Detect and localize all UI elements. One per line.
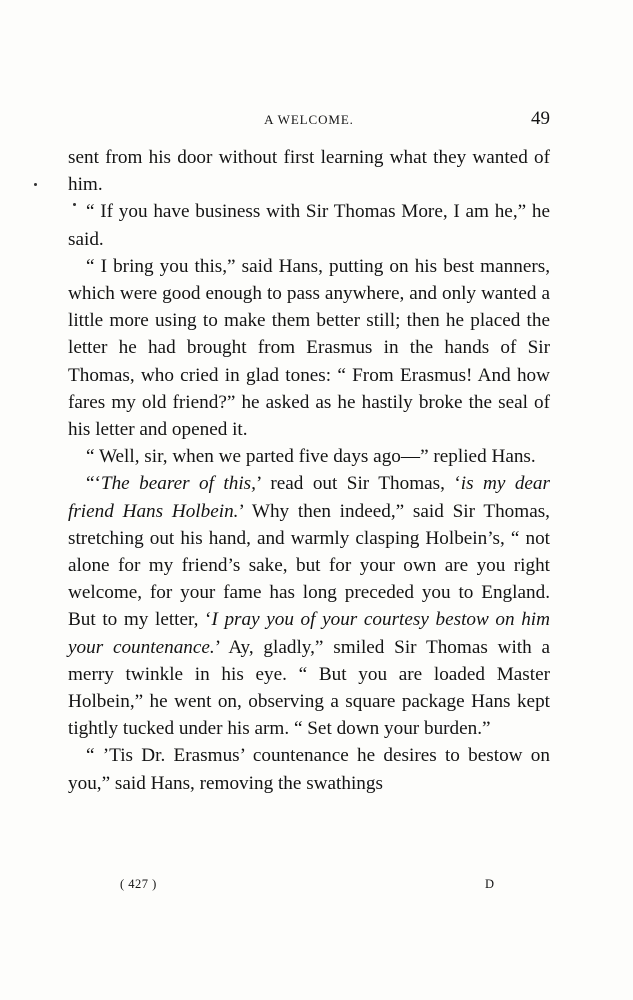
text-run: “ ’Tis Dr. Erasmus’ countenance he desires to bestow on you,” said Hans, removing the swathings [68,745,550,794]
paragraph [68,443,550,470]
paragraph [68,742,550,796]
text-run: ’ read out Sir Thomas, ‘ [255,473,461,495]
italic-quote: The bearer of this, [100,473,256,495]
signature-number: ( 427 ) [120,877,157,891]
text-run: “ Well, sir, when we parted five days ago—” replied Hans. [86,446,536,468]
paragraph [68,253,550,443]
margin-speck [34,183,37,186]
body-text [68,144,550,797]
text-run: sent from his door without first learning what they wanted of him. [68,147,550,196]
paragraph [68,470,550,742]
text-run: ’ Ay, gladly,” smiled Sir Thomas with a merry twinkle in his eye. “ But you are loaded Master Holbein,” he went on, observing a square package Hans kept tightly tucked under his arm. “ Set down your burden.” [68,636,550,740]
page-number: 49 [531,108,550,129]
text-run: ’ Why then indeed,” said Sir Thomas, stretching out his hand, and warmly clasping Holbein’s, “ not alone for my friend’s sake, but for your own are you right welcome, for your fame has long preceded you to England. But to my letter, ‘ [68,500,550,631]
running-title: A WELCOME. [264,112,354,127]
page-footer [68,877,550,897]
text-run: “ I bring you this,” said Hans, putting on his best manners, which were good enough to pass anywhere, and only wanted a little more using to make them better still; then he placed the letter he had brought from Erasmus in the hands of Sir Thomas, who cried in glad tones: “ From Erasmus! And how fares my old friend?” he asked as he hastily broke the seal of his letter and opened it. [68,255,550,441]
signature-letter: D [484,877,494,891]
paragraph [68,198,550,252]
italic-quote: is my dear friend Hans Holbein. [68,473,550,522]
paragraph [68,144,550,198]
text-run: “ If you have business with Sir Thomas More, I am he,” he said. [68,201,550,250]
text-run: “‘ [86,473,101,495]
italic-quote: I pray you of your courtesy bestow on him your countenance. [68,609,550,658]
running-header [68,108,550,130]
